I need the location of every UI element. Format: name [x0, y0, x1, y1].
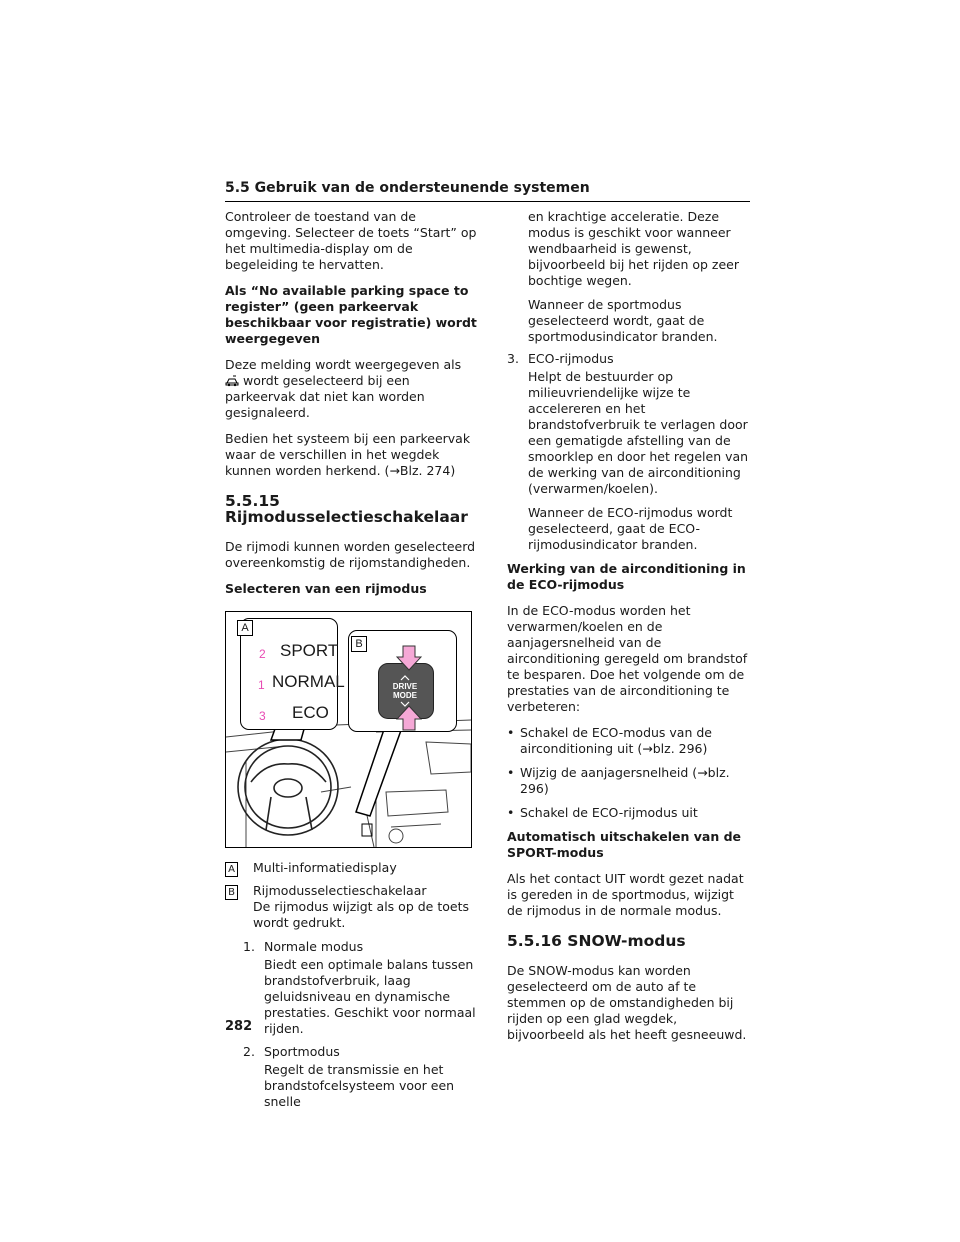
text: Rijmodusselectieschakelaar [253, 883, 427, 898]
bullet-text [520, 725, 753, 757]
list-item [225, 1044, 477, 1060]
drive-mode-illustration [225, 611, 472, 848]
legend-tag: A [225, 862, 238, 877]
list-number: 2. [243, 1044, 255, 1059]
text: Wijzig de aanjagersnelheid ( [520, 765, 698, 780]
section-header: 5.5 Gebruik van de ondersteunende systemen [225, 180, 750, 202]
list-description: en krachtige acceleratie. Deze modus is geschikt voor wanneer wendbaarheid is gewenst, bijvoorbeeld bij het rijden op zeer bochtige wegen. [528, 209, 739, 288]
list-description: Wanneer de sportmodus geselecteerd wordt, gaat de sportmodusindicator branden. [528, 297, 718, 344]
bullet-item [507, 765, 753, 797]
paragraph: De rijmodi kunnen worden geselecteerd overeenkomstig de rijomstandigheden. [225, 539, 476, 570]
paragraph: De SNOW-modus kan worden geselecteerd om de auto af te stemmen op de omstandigheden bij rijden op een glad wegdek, bijvoorbeeld als het heeft gesneeuwd. [507, 963, 747, 1042]
list-title: ECO-rijmodus [528, 351, 614, 366]
mode-number: 1 [258, 678, 265, 692]
bullet-item [507, 805, 753, 821]
text: Bedien het systeem bij een parkeervak waar de verschillen in het wegdek kunnen worden herkend. ( [225, 431, 471, 478]
section-title: 5.5.15 Rijmodusselectieschakelaar [225, 492, 468, 526]
text: wordt geselecteerd bij een parkeervak dat niet kan worden gesignaleerd. [225, 373, 425, 420]
mode-label-eco: ECO [292, 703, 329, 722]
list-title: Normale modus [264, 939, 364, 954]
arrow-icon: → [389, 463, 400, 478]
list-description: Biedt een optimale balans tussen brandstofverbruik, laag geluidsniveau en dynamische prestaties. Geschikt voor normaal rijden. [264, 957, 476, 1036]
legend-tag: B [225, 885, 238, 900]
bullet-item [507, 725, 753, 757]
arrow-icon: → [642, 741, 653, 756]
press-arrow-down-icon [396, 645, 422, 671]
list-number: 3. [507, 351, 519, 366]
page-number: 282 [225, 1019, 253, 1034]
label-a-tag: A [237, 620, 253, 636]
section-title: 5.5.16 SNOW-modus [507, 932, 686, 950]
bullet-dot: • [507, 765, 515, 780]
page-link[interactable]: Blz. 274) [399, 463, 456, 478]
mode-label-sport: SPORT [280, 641, 339, 660]
subheading: Als “No available parking space to register” (geen parkeervak beschikbaar voor registratie) wordt weergegeven [225, 283, 477, 346]
paragraph: Als het contact UIT wordt gezet nadat is gereden in de sportmodus, wijzigt de rijmodus in de normale modus. [507, 871, 744, 918]
bullet-dot: • [507, 725, 515, 740]
bullet-text: Schakel de ECO-rijmodus uit [520, 805, 698, 820]
list-description: Helpt de bestuurder op milieuvriendelijke wijze te accelereren en het brandstofverbruik te verlagen door een gematigde afstelling van de smoorklep en door het regelen van de werking van de airconditioning (verwarmen/koelen). [528, 369, 749, 496]
legend-text: Multi-informatiedisplay [253, 860, 397, 875]
legend-item-a [225, 860, 477, 877]
list-description: Wanneer de ECO-rijmodus wordt geselecteerd, gaat de ECO-rijmodusindicator branden. [528, 505, 733, 552]
paragraph: In de ECO-modus worden het verwarmen/koelen en de aanjagersnelheid van de airconditioning geregeld om brandstof te besparen. Doe het volgende om de prestaties van de airconditioning te verbeteren: [507, 603, 748, 714]
switch-label-drive: DRIVE [392, 682, 418, 691]
arrow-icon: → [697, 765, 708, 780]
left-column [225, 209, 477, 1117]
legend-item-b [225, 883, 477, 931]
text: Schakel de ECO-modus van de airconditioning uit ( [520, 725, 712, 756]
subheading: Selecteren van een rijmodus [225, 581, 427, 596]
right-column [507, 209, 753, 1053]
page-link[interactable]: blz. 296) [520, 765, 730, 796]
list-item [225, 939, 477, 955]
list-item [507, 351, 753, 367]
text: De rijmodus wijzigt als op de toets wordt gedrukt. [253, 899, 469, 930]
bullet-text [520, 765, 753, 797]
mode-label-normal: NORMAL [272, 672, 345, 691]
paragraph [225, 357, 477, 421]
bullet-dot: • [507, 805, 515, 820]
paragraph [225, 431, 477, 479]
list-title: Sportmodus [264, 1044, 340, 1059]
subheading: Automatisch uitschakelen van de SPORT-modus [507, 829, 742, 860]
list-number: 1. [243, 939, 255, 954]
subheading: Werking van de airconditioning in de ECO-rijmodus [507, 561, 746, 592]
mode-number: 3 [259, 709, 266, 723]
parking-car-icon [225, 375, 239, 387]
list-description: Regelt de transmissie en het brandstofcelsysteem voor een snelle [264, 1062, 455, 1109]
label-b-tag: B [351, 636, 367, 652]
legend-text [253, 883, 477, 931]
paragraph: Controleer de toestand van de omgeving. Selecteer de toets “Start” op het multimedia-display om de begeleiding te hervatten. [225, 209, 477, 272]
press-arrow-up-icon [396, 705, 422, 731]
page-link[interactable]: blz. 296) [652, 741, 708, 756]
switch-label-mode: MODE [393, 691, 417, 700]
mode-number: 2 [259, 647, 266, 661]
text: Deze melding wordt weergegeven als [225, 357, 462, 372]
